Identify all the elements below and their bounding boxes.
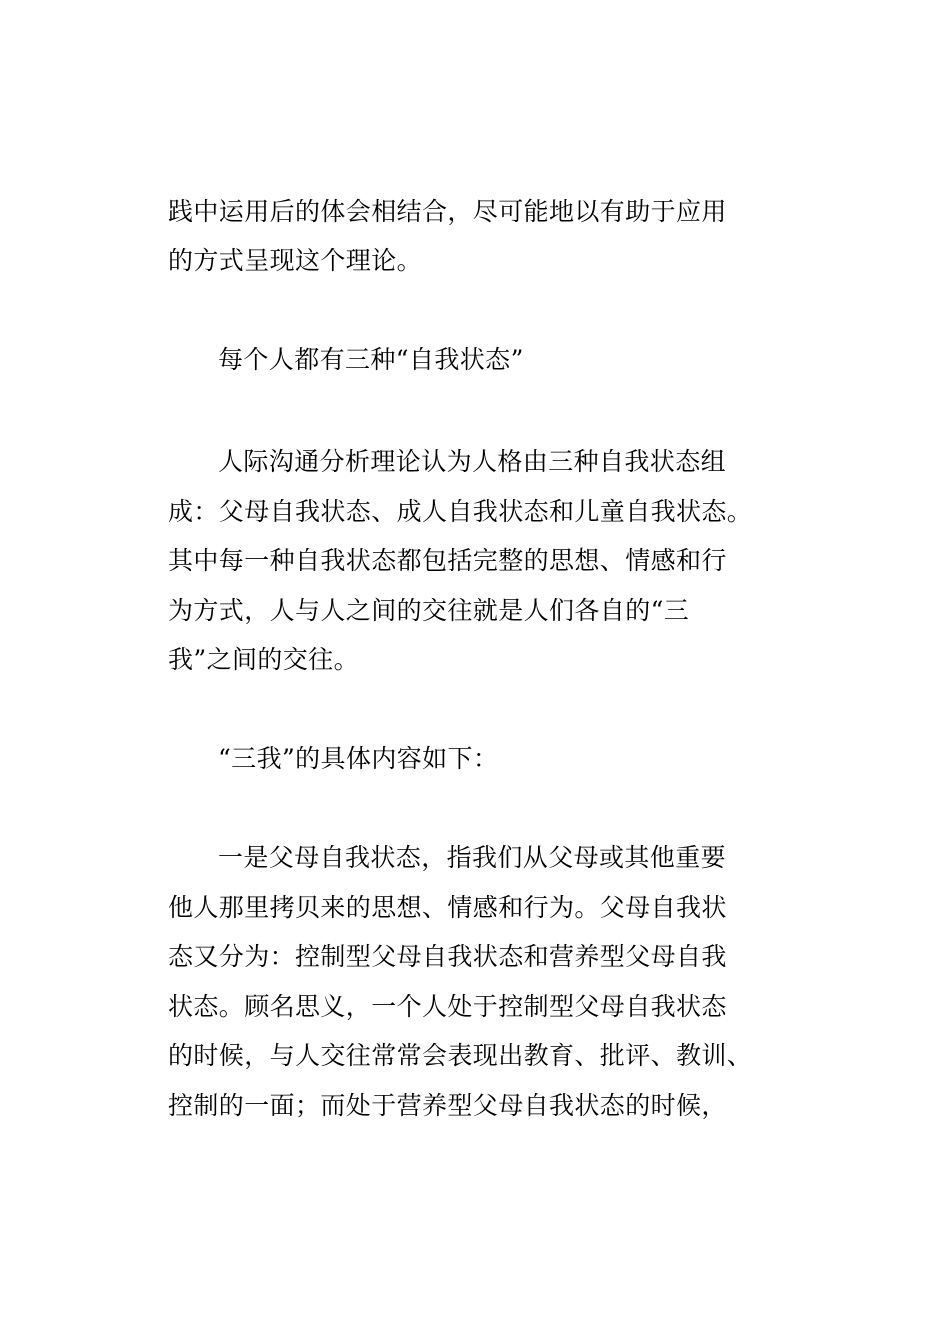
- text-line: 状态。顾名思义，一个人处于控制型父母自我状态: [168, 992, 727, 1021]
- text-line: 的方式呈现这个理论。: [168, 246, 423, 275]
- text-line: 成：父母自我状态、成人自我状态和儿童自我状态。: [168, 497, 753, 526]
- text-line: 控制的一面；而处于营养型父母自我状态的时候，: [168, 1091, 727, 1120]
- text-line: 人际沟通分析理论认为人格由三种自我状态组: [218, 447, 727, 476]
- text-line: 其中每一种自我状态都包括完整的思想、情感和行: [168, 546, 727, 575]
- section-heading: 每个人都有三种“自我状态”: [218, 345, 524, 374]
- text-line: 他人那里拷贝来的思想、情感和行为。父母自我状: [168, 893, 727, 922]
- text-line: 的时候，与人交往常常会表现出教育、批评、教训、: [168, 1041, 753, 1070]
- text-line: 为方式，人与人之间的交往就是人们各自的“三: [168, 596, 690, 625]
- text-line: 态又分为：控制型父母自我状态和营养型父母自我: [168, 942, 727, 971]
- text-line: “三我”的具体内容如下：: [218, 744, 499, 773]
- text-line: 践中运用后的体会相结合，尽可能地以有助于应用: [168, 197, 727, 226]
- text-line: 我”之间的交往。: [168, 645, 359, 674]
- text-line: 一是父母自我状态，指我们从父母或其他重要: [218, 843, 727, 872]
